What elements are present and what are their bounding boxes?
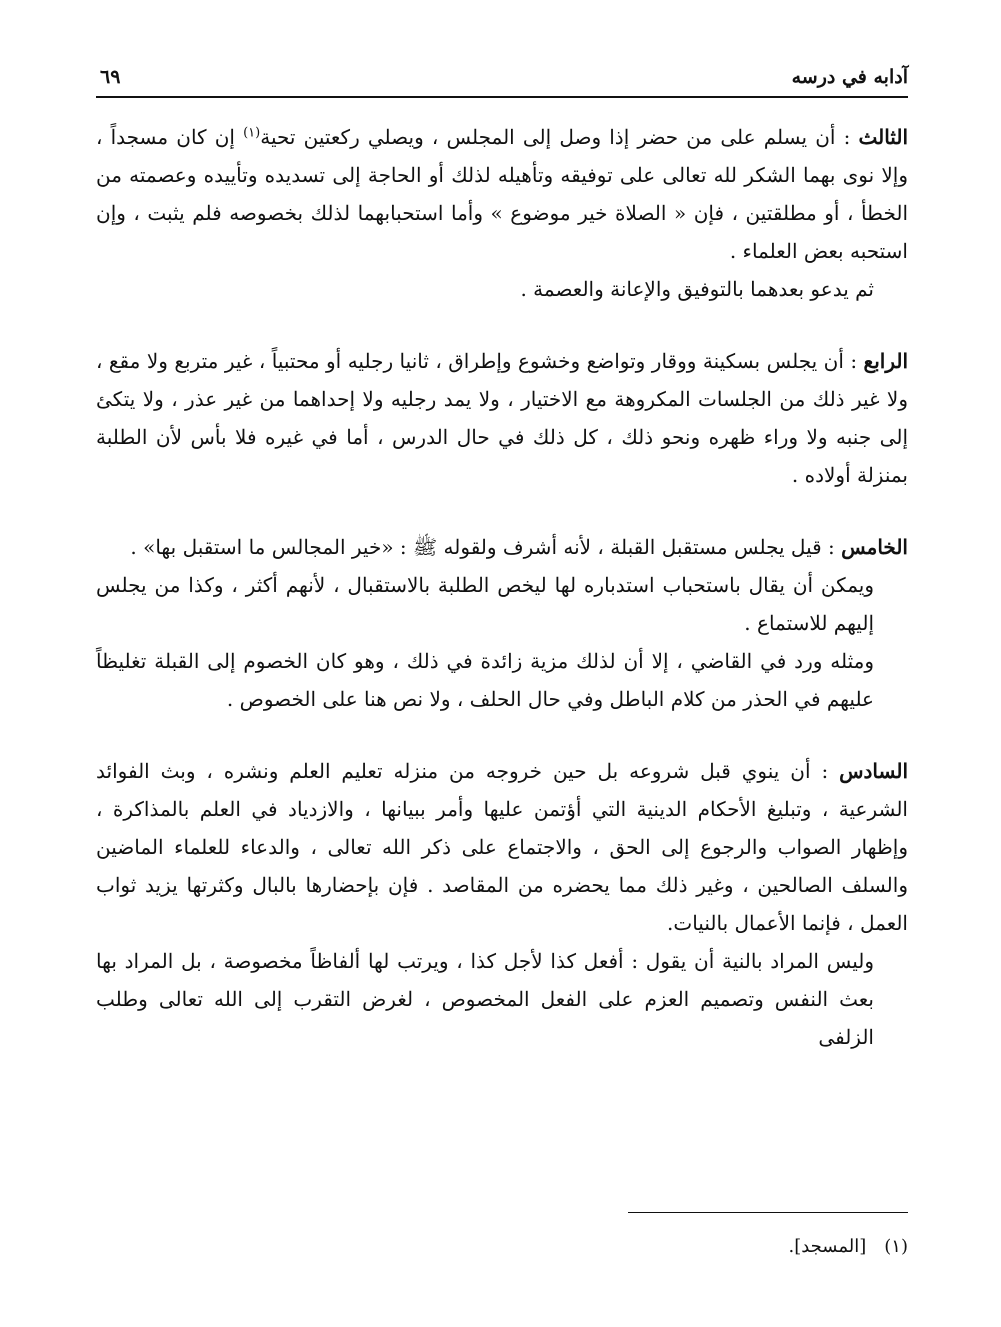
footnote-number: (١) xyxy=(884,1236,908,1257)
section-gap xyxy=(96,308,908,342)
paragraph-fifth-2: ويمكن أن يقال باستحباب استدباره لها ليخص الطلبة بالاستقبال ، لأنهم أكثر ، وكذا من يجلس إليهم للاستماع . xyxy=(96,573,874,635)
paragraph-text: : أن ينوي قبل شروعه بل حين خروجه من منزله تعليم العلم ونشره ، وبث الفوائد الشرعية ، وتبليغ الأحكام الدينية التي أؤتمن عليها وأمر ببيانها ، والازدياد في العلم بالمذاكرة ، وإظهار الصواب والرجوع إلى الحق ، والاجتماع على ذكر الله تعالى ، والدعاء للعلماء الماضين والسلف الصالحين ، وغير ذلك مما يحضره من المقاصد . فإن بإحضارها بالبال وكثرتها يزيد ثواب العمل ، فإنما الأعمال بالنيات. xyxy=(96,759,908,935)
paragraph-fifth xyxy=(96,528,908,566)
paragraph-third-2: ثم يدعو بعدهما بالتوفيق والإعانة والعصمة . xyxy=(520,277,874,301)
paragraph-text: : قيل يجلس مستقبل القبلة ، لأنه أشرف ولقوله ﷺ : «خير المجالس ما استقبل بها» . xyxy=(130,535,842,559)
page-number: ٦٩ xyxy=(100,66,121,88)
section-term-sixth: السادس xyxy=(839,759,908,783)
section-gap xyxy=(96,718,908,752)
chapter-title: آدابه في درسه xyxy=(791,66,908,88)
running-header xyxy=(96,60,908,98)
footnote-reference: (١) xyxy=(243,125,261,141)
paragraph-text: : أن يجلس بسكينة ووقار وتواضع وخشوع وإطراق ، ثانيا رجليه أو محتبياً ، غير متربع ولا مقع ، ولا غير ذلك من الجلسات المكروهة مع الاختيار ، ولا يمد رجليه ولا إحداهما من غير عذر ، ولا يتكئ إلى جنبه ولا وراء ظهره ونحو ذلك ، كل ذلك في حال الدرس ، أما في غيره فلا بأس لأن الطلبة بمنزلة أولاده . xyxy=(96,349,908,487)
main-text xyxy=(96,118,908,1056)
paragraph-text: : أن يسلم على من حضر إذا وصل إلى المجلس ، ويصلي ركعتين تحية xyxy=(260,125,859,149)
paragraph-third xyxy=(96,118,908,270)
paragraph-sixth xyxy=(96,752,908,942)
paragraph-text: إن كان مسجداً ، وإلا نوى بهما الشكر لله تعالى على توفيقه وتأهيله لذلك أو الحاجة إلى تسديده وتأييده وعصمته من الخطأ ، أو مطلقتين ، فإن « الصلاة خير موضوع » وأما استحبابهما لذلك بخصوصه فلم يثبت ، وإن استحبه بعض العلماء . xyxy=(96,125,908,263)
section-gap xyxy=(96,494,908,528)
footnote-text: [المسجد]. xyxy=(788,1236,867,1257)
paragraph-sixth-2: وليس المراد بالنية أن يقول : أفعل كذا لأجل كذا ، ويرتب لها ألفاظاً مخصوصة ، بل المراد بها بعث النفس وتصميم العزم على الفعل المخصوص ، لغرض التقرب إلى الله تعالى وطلب الزلفى xyxy=(96,949,874,1049)
section-term-fourth: الرابع xyxy=(863,349,908,373)
paragraph-fifth-3: ومثله ورد في القاضي ، إلا أن لذلك مزية زائدة في ذلك ، وهو كان الخصوم إلى القبلة تغليظاً عليهم في الحذر من كلام الباطل وفي حال الحلف ، ولا نص هنا على الخصوص . xyxy=(96,649,874,711)
footnote-divider xyxy=(628,1212,908,1213)
paragraph-fourth xyxy=(96,342,908,494)
footnote xyxy=(96,1232,908,1262)
section-term-third: الثالث xyxy=(858,125,908,149)
section-term-fifth: الخامس xyxy=(841,535,908,559)
